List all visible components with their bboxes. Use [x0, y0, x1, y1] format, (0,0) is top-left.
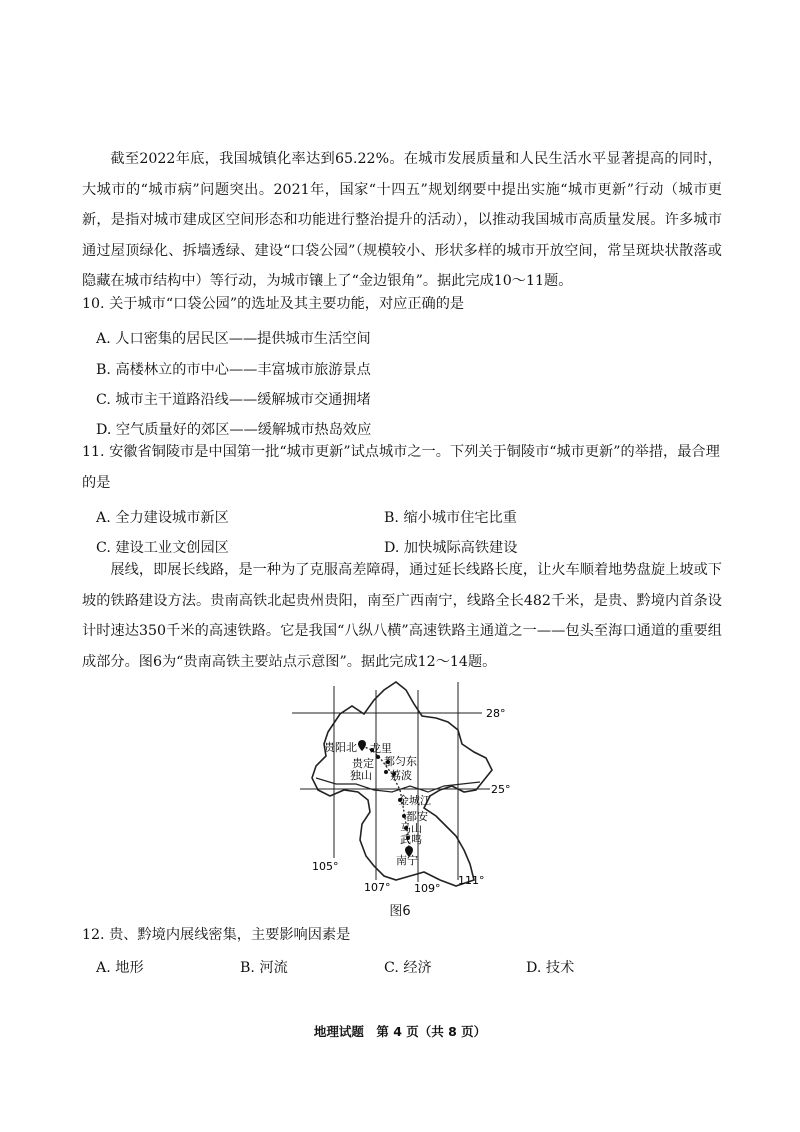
station-label-duyundong: 都匀东 — [384, 755, 417, 768]
question-11-option-c: C. 建设工业文创园区 — [96, 540, 229, 556]
lon-label-111: 111° — [458, 874, 485, 887]
station-label-duan: 都安 — [406, 810, 428, 823]
question-11-option-b: B. 缩小城市住宅比重 — [384, 510, 517, 526]
station-marker-dushan — [384, 770, 388, 774]
lat-label-25: 25° — [491, 783, 511, 796]
question-11-option-a: A. 全力建设城市新区 — [96, 510, 229, 526]
page-footer: 地理试题 第 4 页（共 8 页） — [313, 1024, 487, 1039]
station-marker-guiding — [376, 755, 380, 759]
question-11-option-d: D. 加快城际高铁建设 — [384, 540, 518, 556]
station-label-longli: 龙里 — [370, 742, 392, 755]
question-10-option-d: D. 空气质量好的郊区——缓解城市热岛效应 — [96, 422, 372, 438]
station-label-jinchengjiang: 金城江 — [398, 794, 431, 807]
station-label-mashan: 马山 — [400, 822, 422, 835]
station-label-guiding: 贵定 — [352, 757, 374, 770]
question-12-stem: 12. 贵、黔境内展线密集，主要影响因素是 — [82, 927, 351, 943]
passage-high-speed-rail: 展线，即展长线路，是一种为了克服高差障碍，通过延长线路长度，让火车顺着地势盘旋上坡或下坡的铁路建设方法。贵南高铁北起贵州贵阳，南至广西南宁，线路全长482千米，是贵、黔境内首条设计时速达350千米的高速铁路。它是我国“八纵八横”高速铁路主通道之一——包头至海口通道的重要组成部分。图6为“贵南高铁主要站点示意图”。据此完成12～14题。 — [82, 562, 722, 670]
station-guiyangbei-marker — [358, 740, 366, 751]
question-10-option-a: A. 人口密集的居民区——提供城市生活空间 — [96, 331, 371, 347]
question-12-option-d: D. 技术 — [526, 960, 575, 976]
station-label-guiyangbei: 贵阳北 — [324, 741, 357, 754]
station-label-dushan: 独山 — [350, 769, 372, 782]
question-10-option-c: C. 城市主干道路沿线——缓解城市交通拥堵 — [96, 392, 371, 408]
lon-label-109: 109° — [414, 882, 441, 895]
question-12-option-a: A. 地形 — [96, 960, 144, 976]
station-label-libo: 荔波 — [390, 769, 412, 782]
question-10-stem: 10. 关于城市“口袋公园”的选址及其主要功能，对应正确的是 — [82, 296, 465, 312]
lon-label-105: 105° — [312, 860, 339, 873]
lon-label-107: 107° — [364, 881, 391, 894]
question-12-option-c: C. 经济 — [384, 960, 432, 976]
lat-label-28: 28° — [486, 707, 506, 720]
question-11-stem: 11. 安徽省铜陵市是中国第一批“城市更新”试点城市之一。下列关于铜陵市“城市更新”的举措，最合理的是 — [82, 444, 720, 491]
station-label-nanning: 南宁 — [396, 854, 418, 867]
passage-urban-renewal: 截至2022年底，我国城镇化率达到65.22%。在城市发展质量和人民生活水平显著提高的同时，大城市的“城市病”问题突出。2021年，国家“十四五”规划纲要中提出实施“城市更新”行动（城市更新，是指对城市建成区空间形态和功能进行整治提升的活动），以推动我国城市高质量发展。许多城市通过屋顶绿化、拆墙透绿、建设“口袋公园”（规模较小、形状多样的城市开放空间，常呈斑块状散落或隐藏在城市结构中）等行动，为城市镶上了“金边银角”。据此完成10～11题。 — [82, 151, 722, 289]
figure-caption: 图6 — [389, 904, 411, 919]
station-label-wuming: 武鸣 — [400, 833, 422, 846]
question-12-option-b: B. 河流 — [240, 960, 288, 976]
question-10-option-b: B. 高楼林立的市中心——丰富城市旅游景点 — [96, 362, 371, 378]
